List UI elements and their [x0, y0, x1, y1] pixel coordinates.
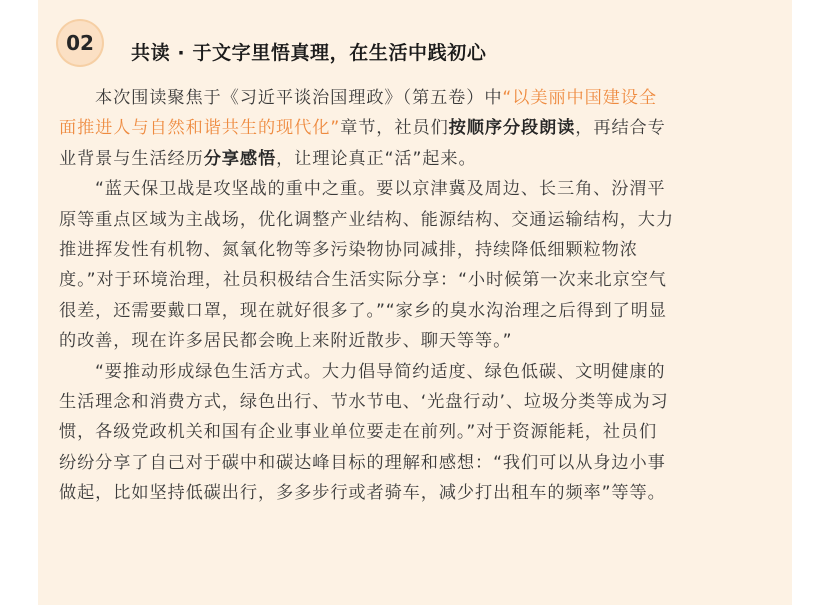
paragraph-3-line: 纷纷分享了自己对于碳中和碳达峰目标的理解和感想：“我们可以从身边小事 — [59, 452, 666, 473]
text-span: 本次围读聚焦于《习近平谈治国理政》（第五卷）中 — [95, 88, 503, 108]
bold-phrase: 按顺序分段朗读 — [448, 118, 576, 139]
paragraph-3-line: 惯，各级党政机关和国有企业事业单位要走在前列。”对于资源能耗，社员们 — [59, 422, 658, 443]
paragraph-1-line-2 — [59, 113, 771, 143]
chapter-title-highlight: “以美丽中国建设全 — [502, 88, 657, 108]
text-span: 章节，社员们 — [340, 118, 449, 139]
text-span: ，再结合专 — [575, 118, 666, 139]
paragraph-3-line: 做起，比如坚持低碳出行，多多步行或者骑车，减少打出租车的频率”等等。 — [59, 483, 666, 504]
paragraph-1-line-1 — [59, 83, 771, 113]
paragraph-2-line: 度。”对于环境治理，社员积极结合生活实际分享：“小时候第一次来北京空气 — [59, 270, 667, 291]
bold-phrase: 分享感悟 — [203, 148, 277, 169]
section-number: 02 — [66, 31, 94, 55]
chapter-title-highlight: 面推进人与自然和谐共生的现代化” — [59, 118, 341, 139]
paragraph-2-line: 的改善，现在许多居民都会晚上来附近散步、聊天等等。” — [59, 331, 513, 352]
paragraph-2-line: 原等重点区域为主战场，优化调整产业结构、能源结构、交通运输结构，大力 — [59, 209, 674, 230]
paragraph-2-line: “蓝天保卫战是攻坚战的重中之重。要以京津冀及周边、长三角、汾渭平 — [95, 179, 666, 200]
paragraph-1-line-3 — [59, 144, 771, 174]
article-card — [38, 0, 792, 605]
section-number-badge — [58, 21, 102, 65]
text-span: ，让理论真正“活”起来。 — [276, 148, 477, 169]
section-heading: 共读 · 于文字里悟真理，在生活中践初心 — [131, 42, 487, 64]
paragraph-2-line: 推进挥发性有机物、氮氧化物等多污染物协同减排，持续降低细颗粒物浓 — [59, 239, 638, 260]
paragraph-3-line: 生活理念和消费方式，绿色出行、节水节电、‘光盘行动’、垃圾分类等成为习 — [59, 391, 669, 412]
paragraph-3-line: “要推动形成绿色生活方式。大力倡导简约适度、绿色低碳、文明健康的 — [95, 361, 666, 382]
article-body — [59, 83, 771, 508]
paragraph-2-line: 很差，还需要戴口罩，现在就好很多了。”“家乡的臭水沟治理之后得到了明显 — [59, 300, 667, 321]
text-span: 业背景与生活经历 — [59, 148, 204, 169]
